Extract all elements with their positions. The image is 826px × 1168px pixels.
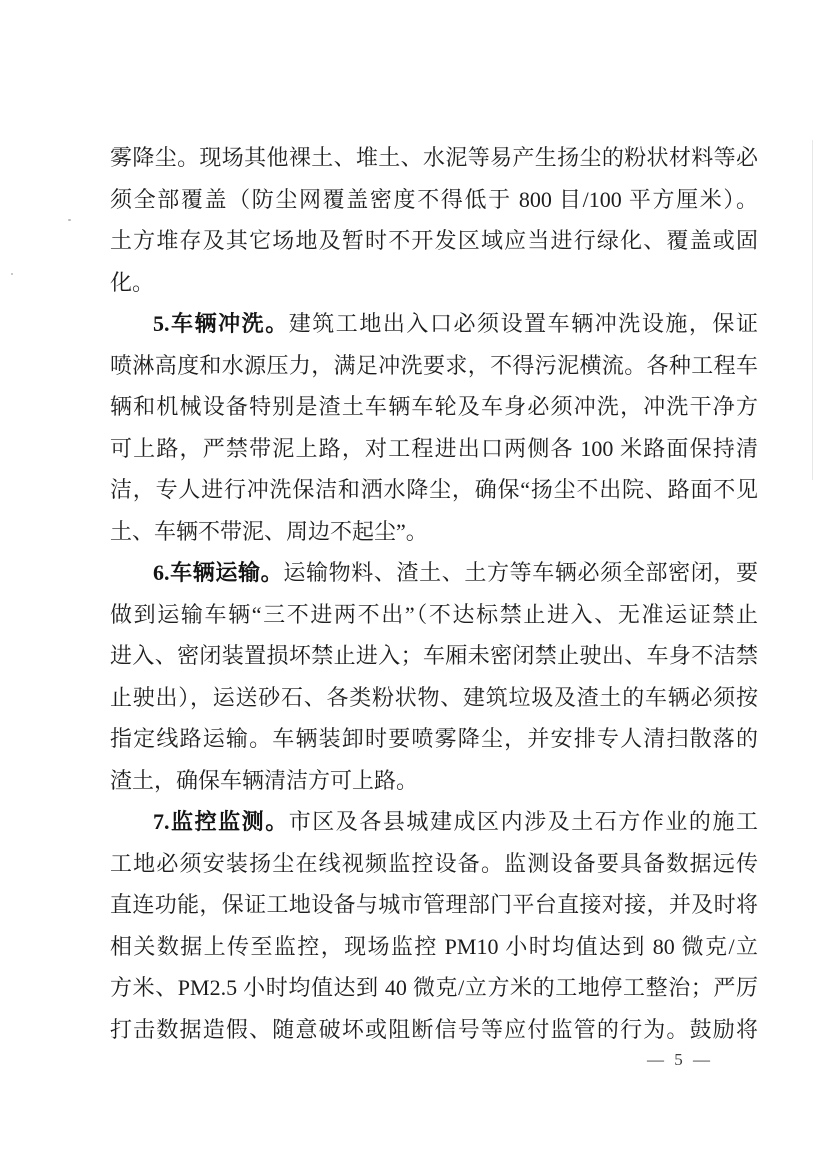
text-line: 直连功能，保证工地设备与城市管理部门平台直接对接，并及时将 (110, 892, 758, 917)
text-line-section-5 (110, 303, 758, 345)
text-line: 渣土，确保车辆清洁方可上路。 (110, 767, 419, 793)
text-line: 化。 (110, 269, 155, 295)
text-line: 做到运输车辆“三不进两不出”（不达标禁止进入、无准运证禁止 (110, 601, 758, 627)
text-line: 须全部覆盖（防尘网覆盖密度不得低于 800 目/100 平方厘米）。 (110, 186, 758, 212)
text-line: 辆和机械设备特别是渣土车辆车轮及车身必须冲洗，冲洗干净方 (110, 394, 758, 419)
text-line: 进入、密闭装置损坏禁止进入；车厢未密闭禁止驶出、车身不洁禁 (110, 643, 758, 668)
page-number: — 5 — (647, 1050, 713, 1069)
scan-speck (68, 219, 71, 221)
section-5-heading: 5.车辆冲洗。 (153, 311, 289, 336)
section-7-heading: 7.监控监测。 (153, 809, 289, 834)
text-line: 洁，专人进行冲洗保洁和洒水降尘，确保“扬尘不出院、路面不见 (110, 477, 758, 502)
section-7-body-start: 市区及各县城建成区内涉及土石方作业的施工 (288, 809, 758, 834)
section-6-heading: 6.车辆运输。 (153, 560, 284, 585)
body-text (110, 137, 758, 1050)
text-line: 止驶出），运送砂石、各类粉状物、建筑垃圾及渣土的车辆必须按 (110, 684, 758, 710)
text-line: 相关数据上传至监控，现场监控 PM10 小时均值达到 80 微克/立 (110, 933, 758, 959)
text-line: 土方堆存及其它场地及暂时不开发区域应当进行绿化、覆盖或固 (110, 228, 758, 253)
text-line: 指定线路运输。车辆装卸时要喷雾降尘，并安排专人清扫散落的 (110, 726, 758, 751)
text-line: 雾降尘。现场其他裸土、堆土、水泥等易产生扬尘的粉状材料等必 (110, 145, 758, 170)
section-6-body-start: 运输物料、渣土、土方等车辆必须全部密闭，要 (283, 560, 758, 585)
text-line: 方米、PM2.5 小时均值达到 40 微克/立方米的工地停工整治；严厉 (110, 975, 758, 1000)
scan-speck (11, 273, 13, 275)
text-line: 可上路，严禁带泥上路，对工程进出口两侧各 100 米路面保持清 (110, 435, 758, 461)
text-line: 喷淋高度和水源压力，满足冲洗要求，不得污泥横流。各种工程车 (110, 352, 758, 378)
text-line-section-7 (110, 801, 758, 843)
text-line-section-6 (110, 552, 758, 594)
text-line: 工地必须安装扬尘在线视频监控设备。监测设备要具备数据远传 (110, 850, 758, 876)
text-line: 打击数据造假、随意破坏或阻断信号等应付监管的行为。鼓励将 (110, 1016, 758, 1042)
scan-artifact-line (812, 140, 813, 480)
section-5-body-start: 建筑工地出入口必须设置车辆冲洗设施，保证 (288, 311, 758, 336)
text-line: 土、车辆不带泥、周边不起尘”。 (110, 518, 428, 544)
